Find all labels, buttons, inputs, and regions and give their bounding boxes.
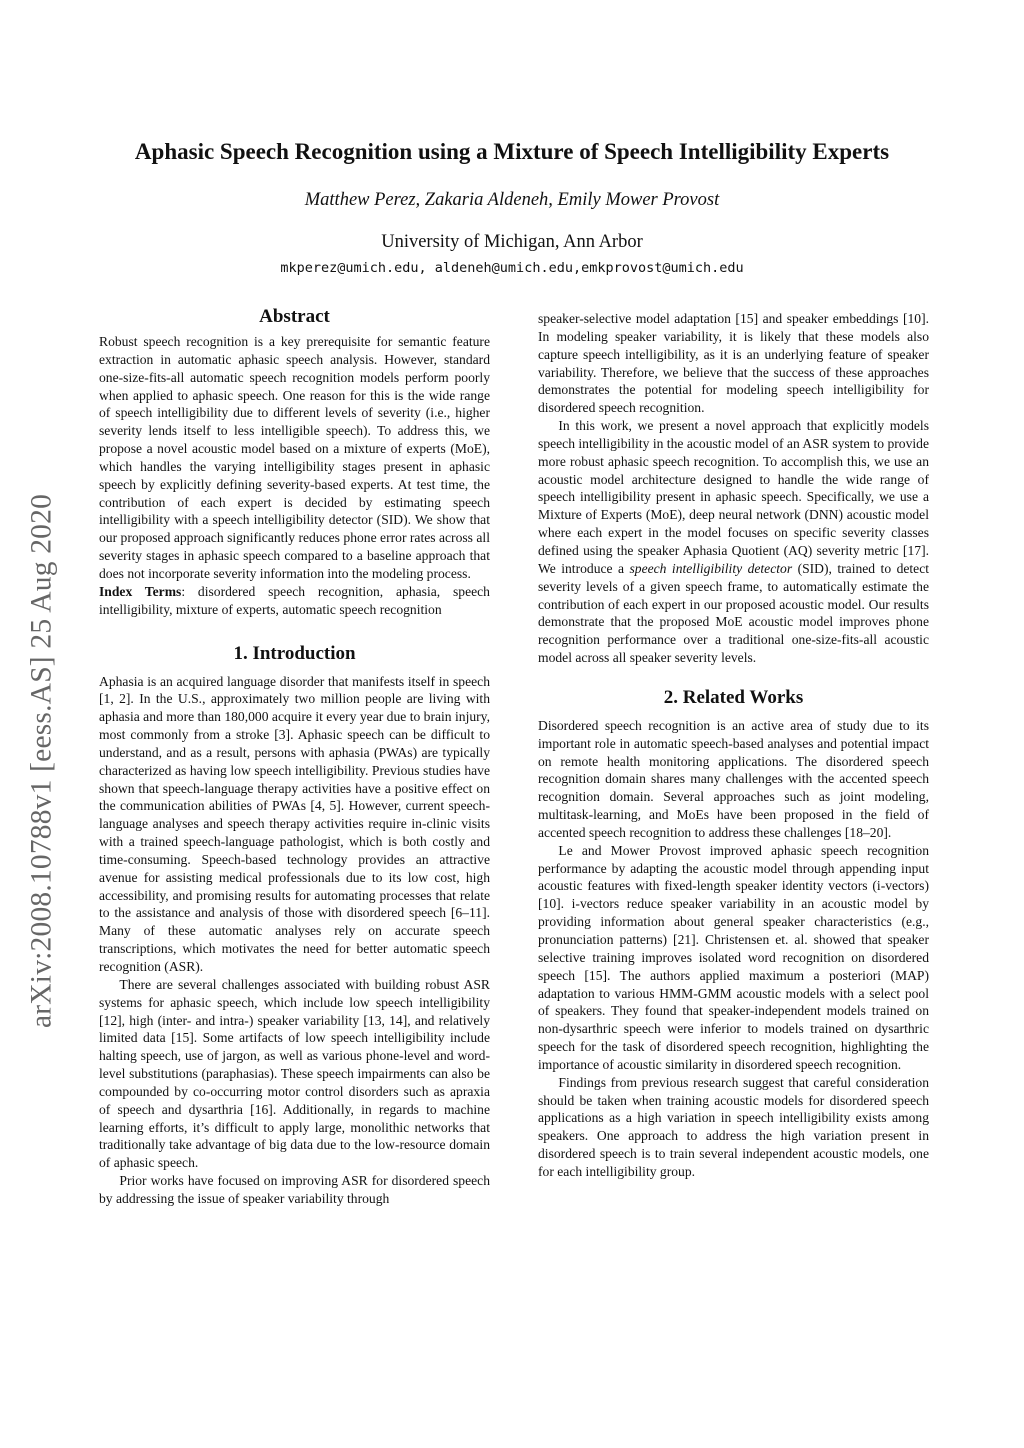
related-paragraph-3: Findings from previous research suggest that careful consideration should be taken when training acoustic models for disordered speech applications as a high variation in speech intelligibility exists among speakers. One approach to address the high variation present in disordered speech is to train several independent acoustic models, one for each intelligibility group.: [538, 1074, 929, 1179]
sid-term: speech intelligibility detector: [629, 560, 793, 576]
index-terms-text: : disordered speech recognition, aphasia, speech intelligibility, mixture of experts, automatic speech recognition: [99, 583, 490, 617]
citation-link[interactable]: 15: [739, 311, 754, 326]
index-terms: [99, 583, 490, 619]
citation-link[interactable]: 18–20: [849, 824, 884, 840]
arxiv-identifier: arXiv:2008.10788v1 [eess.AS] 25 Aug 2020: [25, 493, 58, 1029]
introduction-heading: 1. Introduction: [233, 642, 356, 664]
citation-link[interactable]: 16: [254, 1101, 269, 1117]
related-works-heading: 2. Related Works: [663, 686, 804, 708]
abstract-text: Robust speech recognition is a key prerequisite for semantic feature extraction in automatic aphasic speech analysis. However, standard one-size-fits-all automatic speech recognition models perform poorly when applied to aphasic speech. One reason for this is the wide range of speech intelligibility due to different levels of severity (i.e., higher severity lends itself to less intelligible speech). To address this, we propose a novel acoustic model based on a mixture of experts (MoE), which handles the varying intelligibility stages present in aphasic speech by explicitly defining severity-based experts. At test time, the contribution of each expert is decided by estimating speech intelligibility with a speech intelligibility detector (SID). We show that our proposed approach significantly reduces phone error rates across all severity stages in aphasic speech compared to a baseline approach that does not incorporate severity information into the modeling process.: [99, 334, 490, 581]
arxiv-stamp: [12, 436, 72, 1086]
citation-link[interactable]: 10: [542, 896, 557, 912]
citation-link[interactable]: 10: [907, 311, 922, 326]
related-paragraph-1: Disordered speech recognition is an active area of study due to its important role in automatic speech-based analyses and potential impact on remote health monitoring applications. The disordered speech recognition domain shares many challenges with the accented speech recognition domain. Several approaches such as joint modeling, multitask-learning, and MoEs have been proposed in the field of accented speech recognition to address these challenges [18–20].: [538, 717, 929, 840]
citation-link[interactable]: 6–11: [455, 905, 483, 921]
abstract-heading: Abstract: [259, 306, 330, 327]
citation-link[interactable]: 3: [278, 727, 286, 743]
intro-paragraph-2: There are several challenges associated with building robust ASR systems for aphasic speech, which include low speech intelligibility [12], high (inter- and intra-) speaker variability [13, 14], and relatively limited data [15]. Some artifacts of low speech intelligibility include halting speech, use of jargon, as well as various phone-level and word-level substitutions (paraphasias). These speech impairments can also be compounded by co-occurring motor control disorders such as apraxia of speech and dysarthria [16]. Additionally, in regards to machine learning efforts, it’s difficult to apply large, monolithic networks that traditionally take advantage of big data due to the low-resource domain of aphasic speech.: [99, 976, 490, 1171]
intro-paragraph-1: Aphasia is an acquired language disorder that manifests itself in speech [1, 2]. In the U.S., approximately two million people are living with aphasia and more than 180,000 acquire it every year due to brain injury, most commonly from a stroke [3]. Aphasic speech can be difficult to understand, and as a result, persons with aphasia (PWAs) are typically characterized as having low speech intelligibility. Previous studies have shown that speech-language therapy activities have a positive effect on the communication abilities of PWAs [4, 5]. However, current speech-language analyses and speech therapy activities require in-clinic visits with a trained speech-language pathologist, which is both costly and time-consuming. Speech-based technology provides an attractive avenue for assisting medical professionals due to its low cost, high accessibility, and promising results for automating processes that relate to the assistance and analysis of those with disordered speech [6–11]. Many of these automatic analyses rely on accurate speech transcriptions, which motivates the need for better automatic speech recognition (ASR).: [99, 673, 491, 974]
citation-link[interactable]: 1, 2: [103, 691, 126, 707]
citation-link[interactable]: 12: [103, 1012, 118, 1028]
citation-link[interactable]: 21: [677, 932, 692, 947]
right-column: [538, 310, 929, 1181]
citation-link[interactable]: 13, 14: [367, 1012, 403, 1028]
intro-contribution-paragraph: In this work, we present a novel approach that explicitly models speech intelligibility in the acoustic model of an ASR system to provide more robust aphasic speech recognition. To accomplish this, we use an acoustic model architecture designed to handle the wide range of speech intelligibility present in aphasic speech. Specifically, we use a Mixture of Experts (MoE), deep neural network (DNN) acoustic model where each expert in the model focuses on specific severity classes defined using the speaker Aphasia Quotient (AQ) severity metric [17]. We introduce a speech intelligibility detector (SID), trained to detect severity levels of a given speech frame, to automatically estimate the contribution of each expert in our proposed acoustic model. Our results demonstrate that the proposed MoE acoustic model improves phone recognition performance over a traditional one-size-fits-all acoustic model across all speaker severity levels.: [538, 418, 930, 666]
affiliation: University of Michigan, Ann Arbor: [381, 232, 643, 252]
paper-title: Aphasic Speech Recognition using a Mixture of Speech Intelligibility Experts: [134, 139, 890, 164]
related-paragraph-2: Le and Mower Provost improved aphasic speech recognition performance by adapting the acoustic model through appending input acoustic features with fixed-length speaker identity vectors (i-vectors) [10]. i-vectors reduce speaker variability in an acoustic model by providing information about general speaker characteristics (e.g., pronunciation patterns) [21]. Christensen et. al. showed that speaker selective training improves isolated word recognition on disordered speech [15]. The authors applied maximum a posteriori (MAP) adaptation to various HMM-GMM acoustic models with a select pool of speakers. They found that speaker-independent models trained on non-dysarthric speech were inferior to models trained on dysarthric speech for the task of disordered speech recognition, highlighting the importance of acoustic similarity in disordered speech recognition.: [538, 842, 929, 1072]
intro-paragraph-3: Prior works have focused on improving ASR for disordered speech by addressing the issue of speaker variability through: [99, 1173, 490, 1206]
author-emails: mkperez@umich.edu, aldeneh@umich.edu,emkprovost@umich.edu: [280, 260, 744, 276]
citation-link[interactable]: 4, 5: [314, 798, 337, 814]
citation-link[interactable]: 17: [907, 542, 922, 558]
citation-link[interactable]: 15: [175, 1030, 190, 1046]
intro-continued-paragraph: speaker-selective model adaptation [15] and speaker embeddings [10]. In modeling speaker variability, it is likely that these models also capture speech intelligibility, as it is an underlying feature of speaker variability. Therefore, we believe that the success of these approaches demonstrates the potential for modeling speech intelligibility for disordered speech recognition.: [538, 311, 930, 416]
author-list: Matthew Perez, Zakaria Aldeneh, Emily Mower Provost: [304, 190, 720, 210]
left-column: [99, 306, 490, 1208]
index-terms-label: Index Terms: [99, 583, 182, 599]
citation-link[interactable]: 15: [588, 967, 603, 983]
